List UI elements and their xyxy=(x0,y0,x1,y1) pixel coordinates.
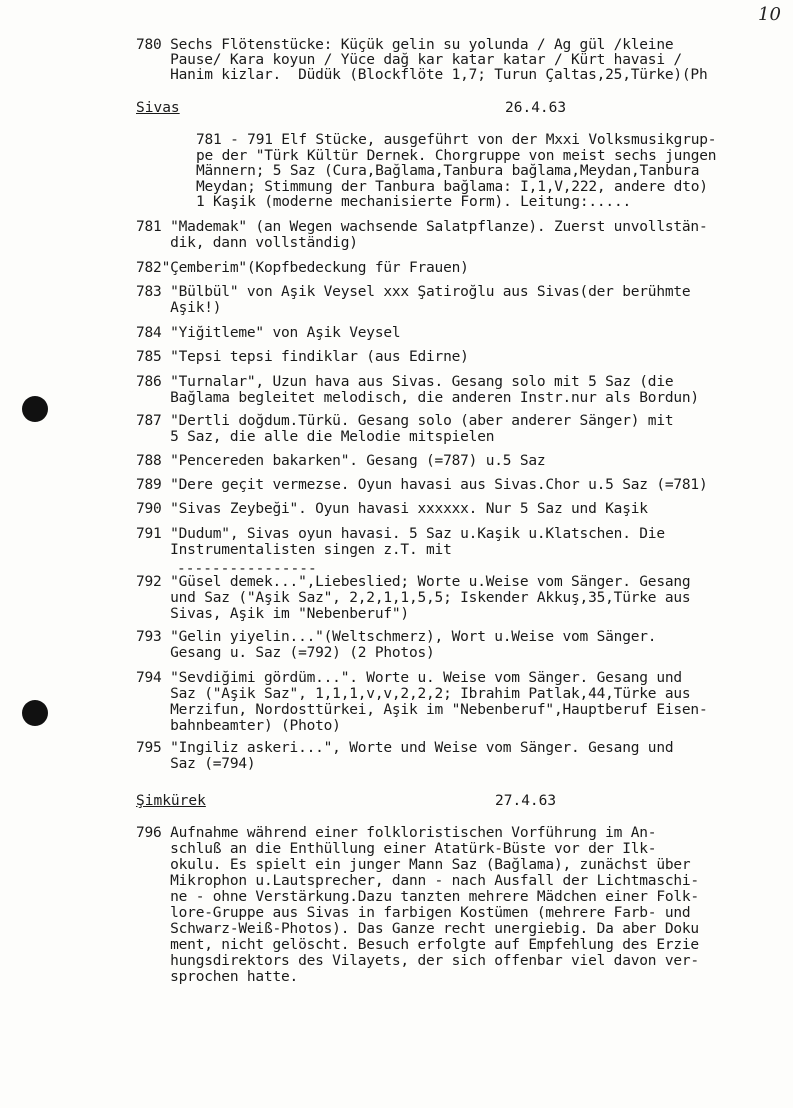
entry-780-line: 780 Sechs Flötenstücke: Küçük gelin su yolunda / Ag gül /kleine xyxy=(136,37,674,53)
entry-line: 789 "Dere geçit vermezse. Oyun havasi aus Sivas.Chor u.5 Saz (=781) xyxy=(136,477,708,493)
entry-line: 791 "Dudum", Sivas oyun havasi. 5 Saz u.Kaşik u.Klatschen. Die xyxy=(136,526,665,542)
entry-796-line: hungsdirektors des Vilayets, der sich offenbar viel davon ver- xyxy=(136,953,699,969)
entry-line: 792 "Güsel demek...",Liebeslied; Worte u.Weise vom Sänger. Gesang xyxy=(136,574,691,590)
entry-line: 793 "Gelin yiyelin..."(Weltschmerz), Wort u.Weise vom Sänger. xyxy=(136,629,657,645)
section-place: Sivas xyxy=(136,100,180,116)
entry-line: 784 "Yiğitleme" von Aşik Veysel xyxy=(136,325,401,341)
entry-line: Sivas, Aşik im "Nebenberuf") xyxy=(136,606,409,622)
entry-line: Merzifun, Nordosttürkei, Aşik im "Nebenberuf",Hauptberuf Eisen- xyxy=(136,702,708,718)
entry-line: 786 "Turnalar", Uzun hava aus Sivas. Gesang solo mit 5 Saz (die xyxy=(136,374,674,390)
entry-line: 787 "Dertli doğdum.Türkü. Gesang solo (aber anderer Sänger) mit xyxy=(136,413,674,429)
entry-796-line: schluß an die Enthüllung einer Atatürk-Büste vor der Ilk- xyxy=(136,841,657,857)
entry-line: dik, dann vollständig) xyxy=(136,235,358,251)
entry-796-line: ne - ohne Verstärkung.Dazu tanzten mehrere Mädchen einer Folk- xyxy=(136,889,699,905)
entry-line: Bağlama begleitet melodisch, die anderen Instr.nur als Bordun) xyxy=(136,390,699,406)
entry-line: 781 "Mademak" (an Wegen wachsende Salatpflanze). Zuerst unvollstän- xyxy=(136,219,708,235)
section-date: 27.4.63 xyxy=(495,793,557,809)
entry-line: bahnbeamter) (Photo) xyxy=(136,718,341,734)
entry-line: 788 "Pencereden bakarken". Gesang (=787) u.5 Saz xyxy=(136,453,546,469)
entry-796-line: lore-Gruppe aus Sivas in farbigen Kostümen (mehrere Farb- und xyxy=(136,905,691,921)
entry-line: 795 "Ingiliz askeri...", Worte und Weise vom Sänger. Gesang und xyxy=(136,740,674,756)
section-place: Şimkürek xyxy=(136,793,206,809)
entry-line: 790 "Sivas Zeybeği". Oyun havasi xxxxxx. Nur 5 Saz und Kaşik xyxy=(136,501,648,517)
entry-796-line: ment, nicht gelöscht. Besuch erfolgte auf Empfehlung des Erzie xyxy=(136,937,699,953)
punch-hole-top xyxy=(22,396,48,422)
entry-796-line: Schwarz-Weiß-Photos). Das Ganze recht unergiebig. Da aber Doku xyxy=(136,921,699,937)
entry-line: 783 "Bülbül" von Aşik Veysel xxx Şatiroğlu aus Sivas(der berühmte xyxy=(136,284,691,300)
entry-line: 5 Saz, die alle die Melodie mitspielen xyxy=(136,429,495,445)
page-number: 10 xyxy=(758,4,781,25)
entry-line: Instrumentalisten singen z.T. mit xyxy=(136,542,452,558)
entry-line: 785 "Tepsi tepsi findiklar (aus Edirne) xyxy=(136,349,469,365)
intro-line: Männern; 5 Saz (Cura,Bağlama,Tanbura bağlama,Meydan,Tanbura xyxy=(196,163,700,179)
separator: ---------------- xyxy=(177,561,317,577)
entry-796-line: okulu. Es spielt ein junger Mann Saz (Bağlama), zunächst über xyxy=(136,857,691,873)
entry-796-line: Mikrophon u.Lautsprecher, dann - nach Ausfall der Lichtmaschi- xyxy=(136,873,699,889)
entry-line: Saz (=794) xyxy=(136,756,256,772)
entry-780-line: Hanim kizlar. Düdük (Blockflöte 1,7; Turun Çaltas,25,Türke)(Ph xyxy=(136,67,708,83)
entry-796-line: sprochen hatte. xyxy=(136,969,299,985)
entry-line: 782"Çemberim"(Kopfbedeckung für Frauen) xyxy=(136,260,469,276)
intro-line: Meydan; Stimmung der Tanbura bağlama: I,1,V,222, andere dto) xyxy=(196,178,708,195)
intro-line: 1 Kaşik (moderne mechanisierte Form). Leitung:..... xyxy=(196,194,632,210)
entry-796-line: 796 Aufnahme während einer folkloristischen Vorführung im An- xyxy=(136,825,657,841)
entry-line: Gesang u. Saz (=792) (2 Photos) xyxy=(136,645,435,661)
section-date: 26.4.63 xyxy=(505,100,567,116)
entry-line: Saz ("Aşik Saz", 1,1,1,v,v,2,2,2; Ibrahim Patlak,44,Türke aus xyxy=(136,686,691,702)
entry-line: 794 "Sevdiğimi gördüm...". Worte u. Weise vom Sänger. Gesang und xyxy=(136,670,682,686)
punch-hole-bottom xyxy=(22,700,48,726)
entry-780-line: Pause/ Kara koyun / Yüce dağ kar katar katar / Kürt havasi / xyxy=(136,52,682,68)
entry-line: Aşik!) xyxy=(136,300,222,316)
entry-line: und Saz ("Aşik Saz", 2,2,1,1,5,5; Iskender Akkuş,35,Türke aus xyxy=(136,590,691,606)
intro-line: pe der "Türk Kültür Dernek. Chorgruppe von meist sechs jungen xyxy=(196,147,717,164)
intro-line: 781 - 791 Elf Stücke, ausgeführt von der Mxxi Volksmusikgrup- xyxy=(196,132,717,148)
